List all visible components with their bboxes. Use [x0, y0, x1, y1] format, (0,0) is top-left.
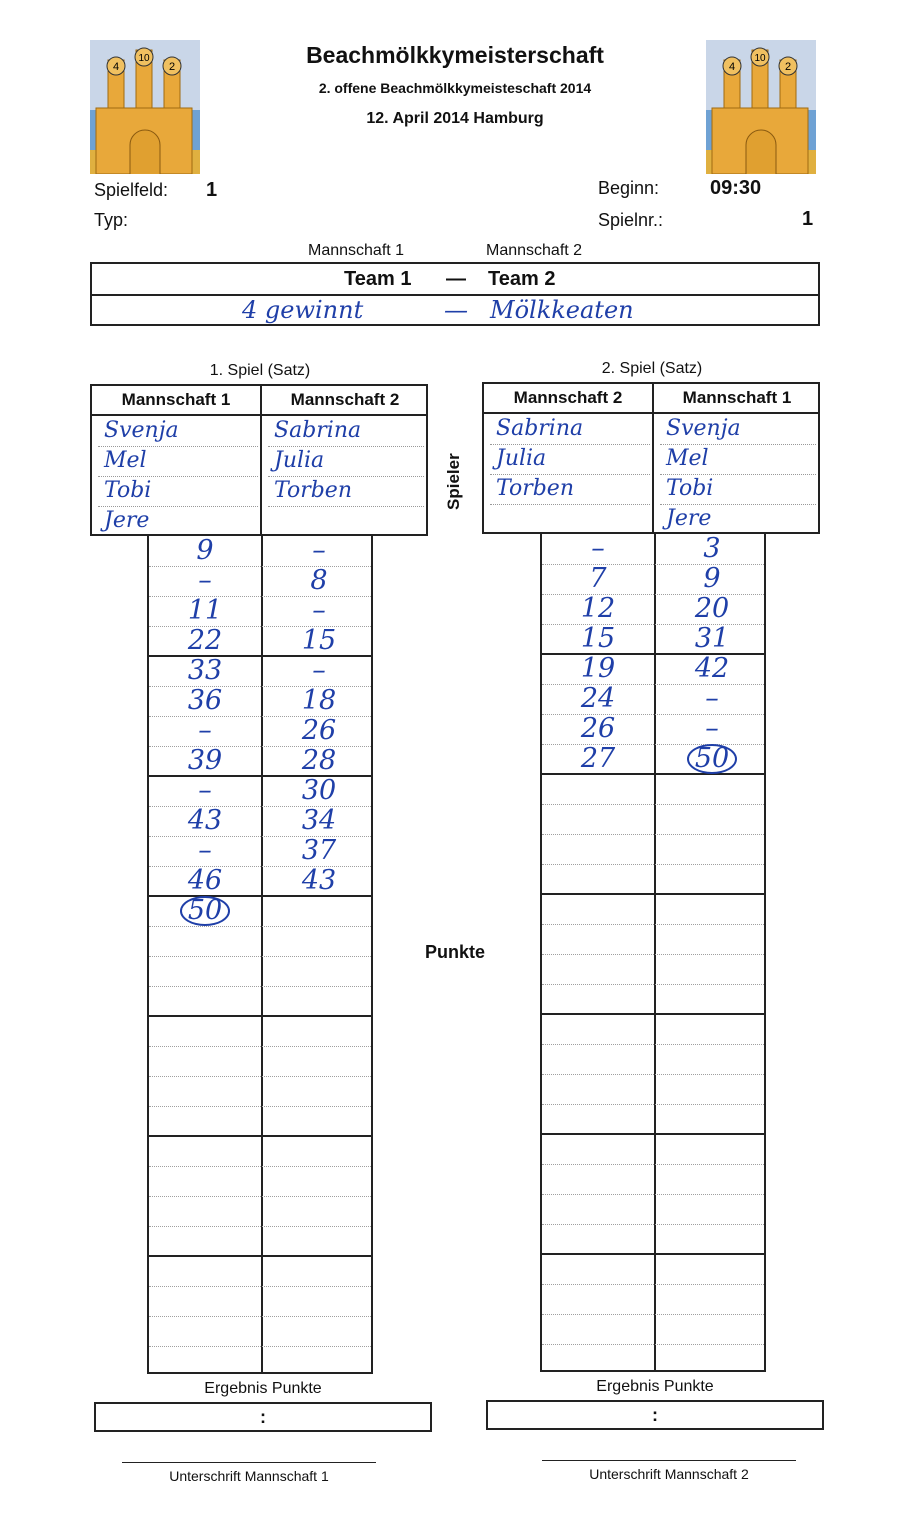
logo-pin-left: 4 — [728, 61, 736, 73]
field-value: 1 — [206, 179, 218, 201]
game1-score-right: 26 — [301, 715, 337, 746]
score-row-divider — [542, 984, 764, 985]
tournament-logo-left — [90, 40, 200, 174]
logo-pin-left: 4 — [112, 61, 120, 73]
logo-pin-mid: 10 — [138, 53, 150, 64]
game2-col-left: Mannschaft 2 — [513, 388, 623, 407]
game2-players-table — [482, 382, 820, 534]
game1-score-left — [149, 896, 261, 926]
score-row-divider — [149, 1226, 371, 1227]
team1-label: Team 1 — [344, 268, 412, 290]
game1-score-left: – — [198, 565, 212, 596]
game1-score-left: 22 — [187, 625, 223, 656]
score-row-divider — [542, 1314, 764, 1315]
game1-score-left: 43 — [187, 805, 223, 836]
score-row-divider — [149, 1286, 371, 1287]
game2-score-left: 26 — [580, 713, 616, 744]
game2-score-left: 27 — [580, 743, 616, 774]
game2-players-header — [484, 384, 818, 414]
game1-player-right: Torben — [274, 478, 352, 503]
game2-label: 2. Spiel (Satz) — [601, 360, 703, 377]
score-block-divider — [542, 893, 764, 895]
page-title: Beachmölkkymeisterschaft — [306, 42, 604, 68]
team-name-dash: — — [444, 296, 468, 324]
game2-col-right: Mannschaft 1 — [682, 388, 792, 407]
score-row-divider — [149, 1316, 371, 1317]
game2-player-right: Svenja — [666, 416, 741, 441]
field-label: Spielfeld: — [94, 180, 169, 200]
signature-label-1: Unterschrift Mannschaft 1 — [169, 1468, 329, 1484]
game2-score-right: – — [705, 683, 719, 714]
score-block-divider — [149, 1015, 371, 1017]
team1-name: 4 gewinnt — [242, 296, 364, 324]
game1-players-header — [92, 386, 426, 416]
sandcastle-logo-image — [706, 40, 816, 174]
score-row-divider — [149, 1196, 371, 1197]
game1-score-left: 46 — [187, 865, 223, 896]
logo-pin-mid: 10 — [754, 53, 766, 64]
game2-score-left: – — [591, 533, 605, 564]
game1-score-left: 9 — [196, 535, 214, 566]
game1-score-right: 34 — [301, 805, 337, 836]
game2-player-right: Jere — [666, 506, 712, 531]
score-row-divider — [542, 1224, 764, 1225]
game1-score-right: 18 — [301, 685, 337, 716]
team2-name: Mölkkeaten — [490, 296, 634, 324]
game2-score-left: 24 — [580, 683, 616, 714]
points-label: Punkte — [424, 942, 485, 962]
logo-pin-right: 2 — [784, 61, 792, 73]
tournament-logo-right — [706, 40, 816, 174]
score-row-divider — [149, 986, 371, 987]
signature-label-2: Unterschrift Mannschaft 2 — [589, 1466, 749, 1482]
game1-scores-table — [147, 534, 373, 1374]
result-box-1 — [94, 1402, 432, 1432]
game1-player-left: Tobi — [104, 478, 152, 503]
player-row-divider — [268, 506, 424, 507]
score-row-divider — [149, 1346, 371, 1347]
sandcastle-logo-image — [90, 40, 200, 174]
game2-score-right — [656, 744, 768, 774]
score-row-divider — [149, 926, 371, 927]
game1-score-left: 11 — [187, 595, 223, 626]
page-subtitle: 2. offene Beachmölkkymeisteschaft 2014 — [318, 80, 592, 96]
score-row-divider — [542, 1344, 764, 1345]
start-value: 09:30 — [710, 177, 762, 199]
type-label: Typ: — [94, 210, 129, 230]
score-row-divider — [542, 1104, 764, 1105]
score-row-divider — [542, 1194, 764, 1195]
result-box-2 — [486, 1400, 824, 1430]
game2-score-right: 9 — [703, 563, 721, 594]
player-row-divider — [490, 504, 650, 505]
signature-line-1 — [122, 1462, 376, 1463]
game1-score-right: – — [312, 535, 326, 566]
team-col1-label: Mannschaft 1 — [308, 242, 405, 259]
players-side-label — [440, 440, 470, 510]
game2-score-right: 42 — [694, 653, 730, 684]
signature-line-2 — [542, 1460, 796, 1461]
game2-score-right: 31 — [694, 623, 730, 654]
score-row-divider — [542, 954, 764, 955]
result-label-2: Ergebnis Punkte — [596, 1378, 714, 1395]
game2-player-right: Mel — [666, 446, 709, 471]
game1-score-left: – — [198, 775, 212, 806]
game2-player-left: Sabrina — [496, 416, 584, 441]
score-block-divider — [149, 1255, 371, 1257]
score-row-divider — [149, 1106, 371, 1107]
game2-score-left: 15 — [580, 623, 616, 654]
game1-score-right: 15 — [301, 625, 337, 656]
score-row-divider — [542, 1284, 764, 1285]
game1-col-right: Mannschaft 2 — [290, 390, 400, 409]
team-dash: — — [446, 268, 466, 290]
score-row-divider — [149, 1166, 371, 1167]
game-no-label: Spielnr.: — [598, 210, 664, 230]
game2-player-left: Torben — [496, 476, 574, 501]
result-sep-2: : — [652, 1405, 658, 1425]
date-location: 12. April 2014 Hamburg — [366, 110, 544, 127]
game1-player-right: Sabrina — [274, 418, 362, 443]
score-row-divider — [542, 864, 764, 865]
players-label: Spieler — [444, 453, 463, 510]
game1-score-left: 39 — [187, 745, 223, 776]
team-col2-label: Mannschaft 2 — [486, 242, 583, 259]
score-row-divider — [149, 1046, 371, 1047]
result-label-1: Ergebnis Punkte — [204, 1380, 322, 1397]
game1-player-left: Mel — [104, 448, 147, 473]
score-row-divider — [542, 924, 764, 925]
score-block-divider — [149, 1135, 371, 1137]
game2-score-left: 7 — [589, 563, 607, 594]
score-row-divider — [542, 1044, 764, 1045]
game1-label: 1. Spiel (Satz) — [209, 362, 311, 379]
winning-score-circle: 50 — [687, 744, 737, 774]
game1-score-left: – — [198, 835, 212, 866]
game1-player-right: Julia — [274, 448, 325, 473]
score-block-divider — [542, 1253, 764, 1255]
game1-score-right: 30 — [301, 775, 337, 806]
game2-score-right: – — [705, 713, 719, 744]
game1-score-right: – — [312, 655, 326, 686]
game1-score-right: 28 — [301, 745, 337, 776]
game1-score-left: – — [198, 715, 212, 746]
game1-score-right: 8 — [310, 565, 328, 596]
team2-label: Team 2 — [488, 268, 556, 290]
game2-scores-table — [540, 532, 766, 1372]
start-label: Beginn: — [598, 178, 660, 198]
teams-row-labels — [92, 264, 818, 296]
game1-col-left: Mannschaft 1 — [121, 390, 231, 409]
logo-pin-right: 2 — [168, 61, 176, 73]
game1-score-right: – — [312, 595, 326, 626]
game2-score-right: 20 — [694, 593, 730, 624]
game-no-value: 1 — [802, 208, 814, 230]
score-block-divider — [542, 1013, 764, 1015]
score-block-divider — [542, 1133, 764, 1135]
game1-player-left: Svenja — [104, 418, 179, 443]
game2-score-left: 19 — [580, 653, 616, 684]
score-row-divider — [542, 804, 764, 805]
game1-score-right: 43 — [301, 865, 337, 896]
teams-box — [90, 262, 820, 326]
score-row-divider — [542, 834, 764, 835]
game1-players-table — [90, 384, 428, 536]
game1-score-right: 37 — [301, 835, 337, 866]
game2-player-left: Julia — [496, 446, 547, 471]
game2-player-right: Tobi — [666, 476, 714, 501]
winning-score-circle: 50 — [180, 896, 230, 926]
score-row-divider — [149, 956, 371, 957]
teams-row-names — [92, 296, 818, 326]
game2-score-right: 3 — [703, 533, 721, 564]
result-sep-1: : — [260, 1407, 266, 1427]
game2-score-left: 12 — [580, 593, 616, 624]
score-row-divider — [149, 1076, 371, 1077]
game1-score-left: 33 — [187, 655, 223, 686]
score-row-divider — [542, 1164, 764, 1165]
game1-player-left: Jere — [104, 508, 150, 533]
score-row-divider — [542, 1074, 764, 1075]
game1-score-left: 36 — [187, 685, 223, 716]
